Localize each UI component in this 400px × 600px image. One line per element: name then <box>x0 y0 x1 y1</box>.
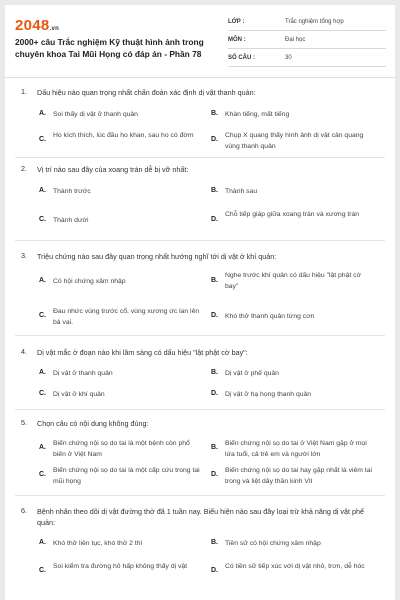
option-letter: D. <box>211 312 218 319</box>
option-text: Soi thấy dị vật ở thanh quản <box>53 111 138 118</box>
option-letter: A. <box>39 277 46 284</box>
document-header <box>5 5 395 75</box>
header-divider <box>5 77 395 78</box>
question-number: 4. <box>21 347 27 356</box>
question-divider <box>15 157 385 158</box>
meta-panel <box>228 15 386 69</box>
option-letter: B. <box>211 110 218 117</box>
option-letter: C. <box>39 136 46 143</box>
option-text: Khó thở liên tục, khó thở 2 thì <box>53 540 143 547</box>
option-text: Biến chứng nội sọ do tai hay gặp nhất là viêm tai trong và liệt dây thần kinh VII <box>225 467 372 485</box>
question-number: 1. <box>21 87 27 96</box>
option-text: Tiền sử có hội chứng xâm nhập <box>225 540 321 547</box>
question-number: 2. <box>21 164 27 173</box>
question-text: Triệu chứng nào sau đây quan trọng nhất hướng nghĩ tới dị vật ở khí quản: <box>37 252 277 261</box>
option-text: Biến chứng nội sọ do tai là một bệnh còn phổ biến ở Việt Nam <box>53 440 190 458</box>
question-divider <box>15 240 385 241</box>
option-text: Thành dưới <box>53 217 89 224</box>
option-letter: C. <box>39 390 46 397</box>
option-letter: C. <box>39 216 46 223</box>
option-letter: A. <box>39 369 46 376</box>
question-text: Dấu hiệu nào quan trọng nhất chẩn đoán xác định dị vật thanh quản: <box>37 88 256 97</box>
option-text: Khó thở thanh quản từng cơn <box>225 313 315 320</box>
option-text: Chỗ tiếp giáp giữa xoang trán và xương trán <box>225 211 360 218</box>
option-letter: B. <box>211 444 218 451</box>
option-letter: B. <box>211 369 218 376</box>
option-letter: B. <box>211 539 218 546</box>
option-letter: C. <box>39 567 46 574</box>
option-text: Ho kích thích, lúc đầu ho khan, sau ho có đờm <box>53 132 194 139</box>
question-number: 3. <box>21 251 27 260</box>
option-text: Nghe trước khí quản có dấu hiệu "lật phật cờ bay" <box>225 272 362 290</box>
logo-text: 2048 <box>15 17 50 34</box>
question-divider <box>15 409 385 410</box>
option-text: Biến chứng nội sọ do tai ở Việt Nam gặp ở mọi lứa tuổi, cả trẻ em và người lớn <box>225 440 367 458</box>
document-page <box>5 5 395 600</box>
site-logo[interactable] <box>15 17 59 34</box>
option-text: Dị vật ở hạ họng thanh quản <box>225 391 312 398</box>
option-letter: D. <box>211 216 218 223</box>
option-text: Có hội chứng xâm nhập <box>53 278 126 285</box>
option-letter: D. <box>211 390 218 397</box>
question-text: Bệnh nhân theo dõi dị vật đường thở đã 1 tuần nay. Biểu hiện nào sau đây loại trừ khả năng dị vật phế quản: <box>37 507 365 527</box>
question-text: Chọn câu có nội dung không đúng: <box>37 419 149 428</box>
option-text: Đau nhức vùng trước cổ, vùng xương ức lan lên bả vai. <box>53 308 200 326</box>
meta-value: Đại học <box>285 37 306 43</box>
option-letter: B. <box>211 277 218 284</box>
document-title: 2000+ câu Trắc nghiệm Kỹ thuật hình ảnh trong chuyên khoa Tai Mũi Họng có đáp án - Phần 78 <box>15 37 204 59</box>
meta-row-subject <box>228 33 386 49</box>
option-letter: D. <box>211 136 218 143</box>
option-text: Thành sau <box>225 188 258 195</box>
option-letter: D. <box>211 471 218 478</box>
meta-label: LỚP : <box>228 19 245 25</box>
option-text: Soi kiểm tra đường hô hấp không thấy dị vật <box>53 563 188 570</box>
question-text: Vị trí nào sau đây của xoang trán dễ bị vỡ nhất: <box>37 165 189 174</box>
meta-label: SỐ CÂU : <box>228 55 255 61</box>
option-letter: B. <box>211 187 218 194</box>
option-text: Có tiền sử tiếp xúc với dị vật nhỏ, trơn, dễ hóc <box>225 563 365 570</box>
question-divider <box>15 335 385 336</box>
option-text: Khàn tiếng, mất tiếng <box>225 111 290 118</box>
option-text: Dị vật ở thanh quản <box>53 370 113 377</box>
option-text: Thành trước <box>53 188 91 195</box>
option-letter: A. <box>39 110 46 117</box>
option-letter: A. <box>39 539 46 546</box>
option-letter: A. <box>39 444 46 451</box>
option-letter: A. <box>39 187 46 194</box>
meta-value: 30 <box>285 55 292 61</box>
meta-label: MÔN : <box>228 37 246 43</box>
option-letter: D. <box>211 567 218 574</box>
option-text: Dị vật ở khí quản <box>53 391 105 398</box>
option-text: Chụp X quang thấy hình ảnh dị vật cản quang vùng thanh quản <box>225 132 364 150</box>
option-letter: C. <box>39 312 46 319</box>
option-letter: C. <box>39 471 46 478</box>
meta-value: Trắc nghiệm tổng hợp <box>285 19 344 25</box>
question-number: 6. <box>21 506 27 515</box>
question-number: 5. <box>21 418 27 427</box>
question-text: Dị vật mắc ở đoạn nào khi lâm sàng có dấu hiệu "lật phật cờ bay": <box>37 348 248 357</box>
meta-row-class <box>228 15 386 31</box>
logo-suffix: .vn <box>49 26 60 32</box>
option-text: Dị vật ở phế quản <box>225 370 279 377</box>
meta-row-count <box>228 51 386 67</box>
question-divider <box>15 495 385 496</box>
option-text: Biến chứng nội sọ do tai là một cấp cứu trong tai mũi họng <box>53 467 200 485</box>
